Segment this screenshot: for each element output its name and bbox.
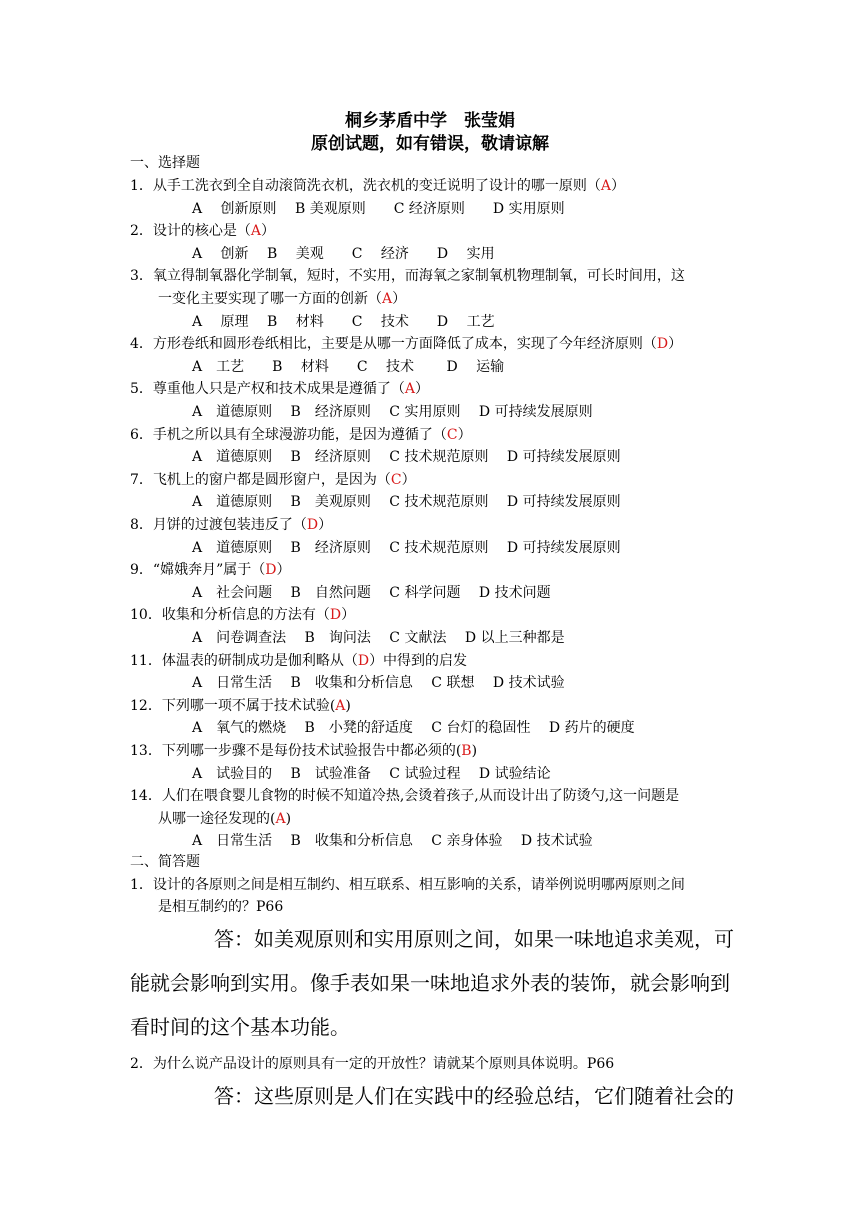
question-options: A 问卷调查法 B 询问法 C 文献法 D 以上三种都是 xyxy=(192,630,565,646)
question-stem xyxy=(130,426,472,444)
question-number: 12． xyxy=(130,698,162,714)
question-stem xyxy=(130,787,679,805)
question-options: A 工艺 B 材料 C 技术 D 运输 xyxy=(192,359,505,375)
header-author: 桐乡茅盾中学 张莹娟 xyxy=(345,111,515,131)
answer-letter: C xyxy=(390,472,402,488)
question-stem xyxy=(130,742,477,760)
question-options: A 氧气的燃烧 B 小凳的舒适度 C 台灯的稳固性 D 药片的硬度 xyxy=(192,720,635,736)
question-options: A 道德原则 B 经济原则 C 技术规范原则 D 可持续发展原则 xyxy=(192,540,621,556)
sa-question-text: 为什么说产品设计的原则具有一定的开放性？请就某个原则具体说明。P66 xyxy=(152,1056,615,1072)
question-options: A 道德原则 B 经济原则 C 实用原则 D 可持续发展原则 xyxy=(192,404,593,420)
question-text-tail: ） xyxy=(392,291,407,307)
answer-letter: A xyxy=(382,291,393,307)
question-options: A 日常生活 B 收集和分析信息 C 联想 D 技术试验 xyxy=(192,675,565,691)
question-text: 方形卷纸和圆形卷纸相比，主要是从哪一方面降低了成本，实现了今年经济原则（ xyxy=(152,336,657,352)
answer-letter: C xyxy=(446,427,458,443)
answer-letter: D xyxy=(656,336,669,352)
question-number: 9． xyxy=(130,562,153,578)
question-number: 10． xyxy=(130,607,162,623)
question-number: 14． xyxy=(130,788,162,804)
question-options: A 原理 B 材料 C 技术 D 工艺 xyxy=(192,314,495,330)
question-text: 手机之所以具有全球漫游功能，是因为遵循了（ xyxy=(152,427,447,443)
question-text: 下列哪一步骤不是每份技术试验报告中都必须的( xyxy=(161,743,462,759)
question-text-tail: ）中得到的启发 xyxy=(369,653,468,669)
answer-letter: D xyxy=(265,562,277,578)
question-text: 收集和分析信息的方法有（ xyxy=(161,607,330,623)
question-text-tail: ） xyxy=(668,336,683,352)
question-text: 飞机上的窗户都是圆形窗户，是因为（ xyxy=(152,472,391,488)
question-stem xyxy=(130,335,682,353)
section-title-short-answer: 二、简答题 xyxy=(130,854,200,870)
sa-answer-1-line-3: 看时间的这个基本功能。 xyxy=(130,1015,350,1039)
question-number: 1． xyxy=(130,178,153,194)
answer-letter: A xyxy=(335,698,346,714)
sa-question-number: 1． xyxy=(130,877,153,893)
header-note: 原创试题，如有错误，敬请谅解 xyxy=(311,134,549,154)
question-stem xyxy=(130,516,332,534)
sa-question-1 xyxy=(130,876,685,894)
question-stem xyxy=(130,380,429,398)
question-stem xyxy=(130,652,467,670)
question-text-tail: ) xyxy=(285,811,292,827)
question-text: 从哪一途径发现的( xyxy=(158,811,276,827)
sa-answer-1-line-2: 能就会影响到实用。像手表如果一味地追求外表的装饰，就会影响到 xyxy=(130,971,730,995)
question-stem-cont xyxy=(158,290,406,308)
sa-answer-2-line-1: 答：这些原则是人们在实践中的经验总结，它们随着社会的 xyxy=(214,1084,734,1108)
question-text-tail: ) xyxy=(471,743,478,759)
answer-letter: D xyxy=(306,517,319,533)
question-options: A 创新原则 B 美观原则 C 经济原则 D 实用原则 xyxy=(192,201,565,217)
question-number: 7． xyxy=(130,472,153,488)
sa-question-text: 设计的各原则之间是相互制约、相互联系、相互影响的关系，请举例说明哪两原则之间 xyxy=(152,877,685,893)
sa-question-2 xyxy=(130,1055,614,1073)
sa-answer-1-line-1: 答：如美观原则和实用原则之间，如果一味地追求美观，可 xyxy=(214,927,734,951)
question-stem xyxy=(130,177,625,195)
answer-letter: D xyxy=(357,653,370,669)
question-text-tail: ） xyxy=(415,381,430,397)
question-options: A 日常生活 B 收集和分析信息 C 亲身体验 D 技术试验 xyxy=(192,833,593,849)
question-text: 下列哪一项不属于技术试验( xyxy=(161,698,336,714)
answer-letter: D xyxy=(329,607,342,623)
question-stem-cont xyxy=(158,810,291,828)
answer-letter: A xyxy=(600,178,612,194)
question-stem xyxy=(130,267,685,285)
question-text-tail: ） xyxy=(401,472,416,488)
question-text: 月饼的过渡包装违反了（ xyxy=(152,517,307,533)
question-text-tail: ) xyxy=(345,698,351,714)
question-text: 人们在喂食婴儿食物的时候不知道冷热,会烫着孩子,从而设计出了防烫勺,这一问题是 xyxy=(161,788,680,804)
question-options: A 试验目的 B 试验准备 C 试验过程 D 试验结论 xyxy=(192,766,551,782)
question-text: “嫦娥奔月”属于（ xyxy=(152,562,266,578)
question-stem xyxy=(130,471,416,489)
section-title-choice: 一、选择题 xyxy=(130,155,200,171)
question-text-tail: ） xyxy=(341,607,356,623)
question-number: 4． xyxy=(130,336,153,352)
sa-question-1-cont: 是相互制约的？P66 xyxy=(158,899,284,915)
question-stem xyxy=(130,561,290,579)
question-number: 3． xyxy=(130,268,153,284)
answer-letter: A xyxy=(404,381,416,397)
question-text: 体温表的研制成功是伽利略从（ xyxy=(161,653,358,669)
question-text-tail: ） xyxy=(318,517,333,533)
answer-letter: A xyxy=(275,811,286,827)
question-stem xyxy=(130,606,355,624)
question-number: 11． xyxy=(130,653,162,669)
question-text: 从手工洗衣到全自动滚筒洗衣机，洗衣机的变迁说明了设计的哪一原则（ xyxy=(152,178,601,194)
question-text-tail: ） xyxy=(611,178,626,194)
question-text: 设计的核心是（ xyxy=(152,223,251,239)
question-options: A 社会问题 B 自然问题 C 科学问题 D 技术问题 xyxy=(192,585,551,601)
question-options: A 创新 B 美观 C 经济 D 实用 xyxy=(192,246,495,262)
question-text: 尊重他人只是产权和技术成果是遵循了（ xyxy=(152,381,405,397)
answer-letter: B xyxy=(461,743,472,759)
question-text: 一变化主要实现了哪一方面的创新（ xyxy=(158,291,382,307)
answer-letter: A xyxy=(250,223,262,239)
sa-question-number: 2． xyxy=(130,1056,153,1072)
question-text-tail: ） xyxy=(276,562,291,578)
question-number: 6． xyxy=(130,427,153,443)
question-number: 13． xyxy=(130,743,162,759)
question-text-tail: ） xyxy=(457,427,472,443)
question-text-tail: ） xyxy=(261,223,276,239)
question-number: 2． xyxy=(130,223,153,239)
question-options: A 道德原则 B 美观原则 C 技术规范原则 D 可持续发展原则 xyxy=(192,494,621,510)
question-options: A 道德原则 B 经济原则 C 技术规范原则 D 可持续发展原则 xyxy=(192,449,621,465)
question-number: 8． xyxy=(130,517,153,533)
question-number: 5． xyxy=(130,381,153,397)
question-stem xyxy=(130,697,351,715)
question-text: 氧立得制氧器化学制氧，短时，不实用，而海氧之家制氧机物理制氧，可长时间用，这 xyxy=(152,268,685,284)
question-stem xyxy=(130,222,275,240)
